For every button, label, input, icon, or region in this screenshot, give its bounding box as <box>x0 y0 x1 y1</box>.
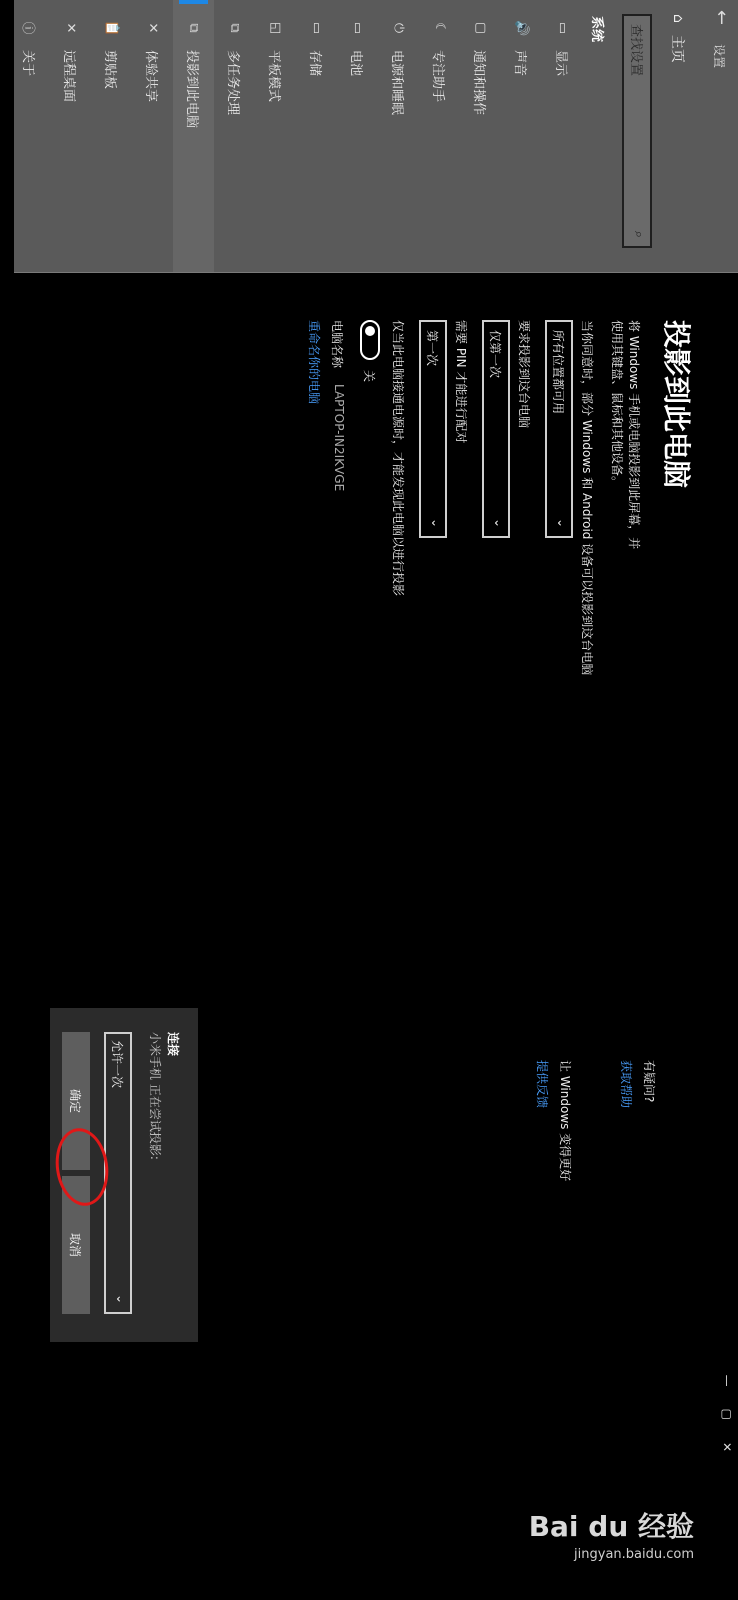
field-request-label: 要求投影到这台电脑 <box>517 320 531 429</box>
sidebar-item-label: 显示 <box>553 50 568 77</box>
battery-icon: ▭ <box>350 21 365 35</box>
sidebar-item-label: 存储 <box>307 50 322 77</box>
sidebar-item[interactable] <box>460 0 501 272</box>
watermark <box>529 1505 694 1562</box>
chevron-down-icon: ⌄ <box>429 517 443 528</box>
sidebar <box>14 0 738 272</box>
section-title: 系统 <box>589 16 604 43</box>
sidebar-item[interactable] <box>91 0 132 272</box>
cancel-button[interactable]: 取消 <box>62 1176 90 1314</box>
sidebar-item-label: 专注助手 <box>430 50 445 103</box>
close-icon[interactable]: ✕ <box>720 1441 734 1452</box>
page-description: 将 Windows 手机或电脑投影到此屏幕，并使用其键盘、鼠标和其他设备。 <box>610 320 641 550</box>
sidebar-item[interactable] <box>378 0 419 272</box>
minimize-icon[interactable]: — <box>720 1374 734 1387</box>
connect-dialog <box>50 1008 198 1342</box>
storage-icon: ▭ <box>309 21 324 35</box>
app-title: 设置 <box>712 44 726 69</box>
pin-value: 第一次 <box>425 330 439 367</box>
chevron-down-icon: ⌄ <box>555 517 569 528</box>
sidebar-item-label: 多任务处理 <box>225 50 240 116</box>
improve-text: 让 Windows 变得更好 <box>558 1060 572 1182</box>
help-column <box>534 1060 658 1320</box>
power-label: 仅当此电脑接通电源时，才能发现此电脑以进行投影 <box>391 320 405 597</box>
sidebar-item[interactable] <box>501 0 542 272</box>
sidebar-item-label: 关于 <box>20 50 35 77</box>
request-select[interactable] <box>482 320 510 538</box>
dialog-select-value: 允许一次 <box>110 1040 124 1089</box>
dialog-title: 连接 <box>166 1032 180 1057</box>
main-content <box>306 320 698 840</box>
availability-select[interactable] <box>545 320 573 538</box>
sidebar-nav <box>9 0 583 272</box>
feedback-link[interactable]: 提供反馈 <box>535 1060 549 1109</box>
search-icon[interactable]: ⌕ <box>631 230 646 238</box>
power-icon: ⏻ <box>391 22 406 34</box>
sidebar-item-label: 通知和操作 <box>471 50 486 116</box>
display-icon: ▭ <box>555 21 570 35</box>
back-arrow-icon[interactable]: ← <box>711 10 732 26</box>
sidebar-item[interactable] <box>419 0 460 272</box>
power-toggle-row <box>360 320 380 840</box>
info-icon: ⓘ <box>20 21 35 35</box>
sidebar-item[interactable] <box>9 0 50 272</box>
search-input[interactable] <box>622 22 650 216</box>
watermark-url: jingyan.baidu.com <box>574 1547 694 1562</box>
multitask-icon: ⧉ <box>227 23 242 33</box>
sidebar-item-label: 剪贴板 <box>102 50 117 90</box>
field-availability-label: 当你同意时，部分 Windows 和 Android 设备可以投影到这台电脑 <box>580 320 594 676</box>
chevron-down-icon: ⌄ <box>492 517 506 528</box>
watermark-logo: Bai du 经验 <box>528 1510 694 1543</box>
availability-value: 所有位置都可用 <box>551 330 565 415</box>
sidebar-item-label: 平板模式 <box>266 50 281 103</box>
sidebar-item-label: 声音 <box>512 50 527 77</box>
rename-pc-link[interactable]: 重命名你的电脑 <box>307 320 321 405</box>
get-help-link[interactable]: 获取帮助 <box>619 1060 633 1109</box>
sidebar-top <box>696 0 738 272</box>
pc-name-value: LAPTOP-IN2IKVGE <box>332 384 346 492</box>
search-box[interactable] <box>622 14 652 248</box>
power-toggle[interactable] <box>360 320 380 360</box>
window-controls <box>720 1375 734 1452</box>
sidebar-item-label: 投影到此电脑 <box>184 50 199 129</box>
remote-icon: ✕ <box>63 22 78 34</box>
clipboard-icon: 📋 <box>104 20 119 37</box>
dialog-message: 小米手机 正在尝试投影: <box>148 1032 162 1160</box>
sidebar-item[interactable] <box>173 0 214 272</box>
chevron-down-icon: ⌄ <box>114 1293 128 1304</box>
pc-name-label: 电脑名称 <box>330 320 344 369</box>
request-value: 仅第一次 <box>488 330 502 379</box>
share-icon: ✕ <box>145 22 160 34</box>
page-title: 投影到此电脑 <box>660 320 693 489</box>
maximize-icon[interactable]: ▢ <box>720 1408 734 1420</box>
sidebar-home[interactable] <box>668 14 688 63</box>
sidebar-item[interactable] <box>337 0 378 272</box>
sidebar-item[interactable] <box>214 0 255 272</box>
sidebar-item[interactable] <box>132 0 173 272</box>
home-icon: ⌂ <box>670 14 686 23</box>
sidebar-item[interactable] <box>296 0 337 272</box>
sidebar-item[interactable] <box>255 0 296 272</box>
ok-button[interactable]: 确定 <box>62 1032 90 1170</box>
pc-name-row <box>329 320 346 840</box>
help-question: 有疑问? <box>642 1060 656 1103</box>
speaker-icon: 🔊 <box>514 20 529 37</box>
sidebar-item[interactable] <box>50 0 91 272</box>
home-label: 主页 <box>669 34 685 63</box>
moon-icon: ☾ <box>432 22 447 34</box>
tablet-icon: ◱ <box>268 21 283 35</box>
sidebar-item-label: 体验共享 <box>143 50 158 103</box>
sidebar-item-label: 电源和睡眠 <box>389 50 404 116</box>
project-icon: ⧉ <box>186 23 201 33</box>
notification-icon: ▢ <box>473 21 488 35</box>
toggle-state-label: 关 <box>362 370 377 383</box>
sidebar-item-label: 电池 <box>348 50 363 77</box>
sidebar-divider <box>14 272 738 273</box>
pin-select[interactable] <box>419 320 447 538</box>
sidebar-item[interactable] <box>542 0 583 272</box>
sidebar-item-label: 远程桌面 <box>61 50 76 103</box>
field-pin-label: 需要 PIN 才能进行配对 <box>454 320 468 444</box>
